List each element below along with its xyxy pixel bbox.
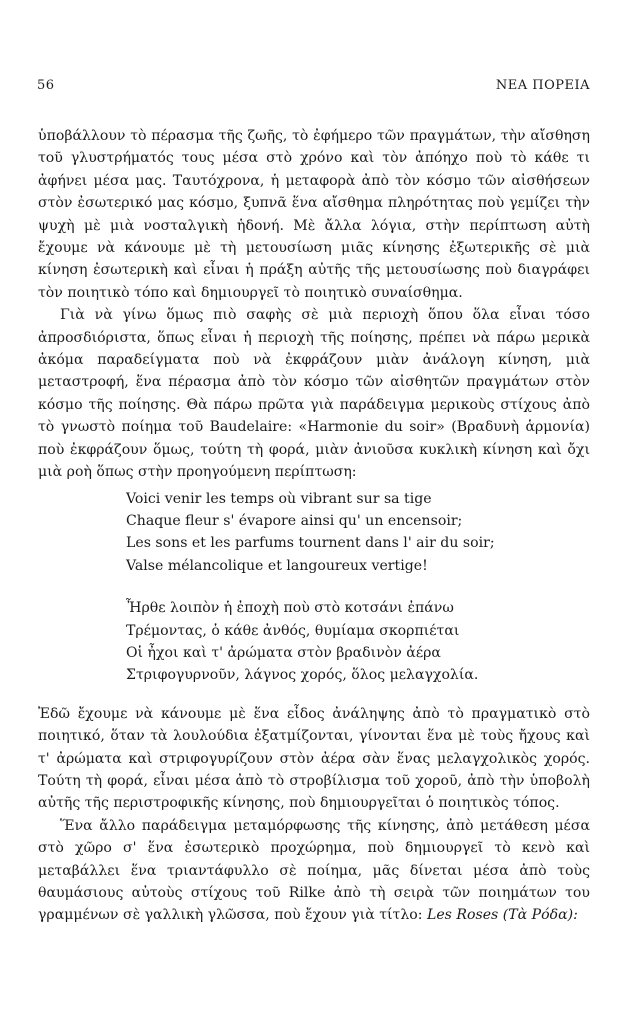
body-text <box>38 125 590 927</box>
verse-line: Στριφογυρνοῦν, λάγνος χορός, ὅλος μελαγχολία. <box>126 667 479 684</box>
page-number: 56 <box>37 78 55 93</box>
verse-greek <box>126 597 590 687</box>
verse-line: Ἦρθε λοιπὸν ἡ ἐποχὴ ποὺ στὸ κοτσάνι ἐπάνω <box>126 600 454 617</box>
verse-line: Valse mélancolique et langoureux vertige! <box>126 557 428 574</box>
paragraph-1: ὑποβάλλουν τὸ πέρασμα τῆς ζωῆς, τὸ ἐφήμερο τῶν πραγμάτων, τὴν αἴσθηση τοῦ γλυστρήματός τους μέσα στὸ χρόνο καὶ τὸν ἀπόηχο ποὺ τὸ κάθε τι ἀφήνει μέσα μας. Ταυτόχρονα, ἡ μεταφορὰ ἀπὸ τὸν κόσμο τῶν αἰσθήσεων στὸν ἐσωτερικό μας κόσμο, ξυπνᾶ ἕνα αἴσθημα πληρότητας ποὺ γεμίζει τὴν ψυχὴ μὲ μιὰ νοσταλγικὴ ἡδονή. Μὲ ἄλλα λόγια, στὴν περίπτωση αὐτὴ ἔχουμε νὰ κάνουμε μὲ τὴ μετουσίωση μιᾶς κίνησης ἐξωτερικῆς σὲ μιὰ κίνηση ἐσωτερικὴ καὶ εἶναι ἡ πράξη αὐτῆς τῆς μετουσίωσης ποὺ διαγράφει τὸν ποιητικὸ τόπο καὶ δημιουργεῖ τὸ ποιητικὸ συναίσθημα. <box>38 128 590 301</box>
paragraph-4-text: Ἕνα ἄλλο παράδειγμα μεταμόρφωσης τῆς κίνησης, ἀπὸ μετάθεση μέσα στὸ χῶρο σ' ἕνα ἐσωτερικὸ προχώρημα, ποὺ δημιουργεῖ τὸ κενὸ καὶ μεταβάλλει ἕνα τριαντάφυλλο σὲ ποίημα, μᾶς δίνεται μέσα ἀπὸ τοὺς θαυμάσιους αὐτοὺς στίχους τοῦ Rilke ἀπὸ τὴ σειρὰ τῶν ποιημάτων του γραμμένων σὲ γαλλικὴ γλῶσσα, ποὺ ἔχουν γιὰ τίτλο: <box>38 817 590 924</box>
stanza-gap <box>38 691 590 703</box>
journal-title: ΝΕΑ ΠΟΡΕΙΑ <box>495 78 590 93</box>
verse-line: Οἱ ἦχοι καὶ τ' ἀρώματα στὸν βραδινὸν ἀέρα <box>126 644 441 661</box>
paragraph-2: Γιὰ νὰ γίνω ὅμως πιὸ σαφὴς σὲ μιὰ περιοχὴ ὅπου ὅλα εἶναι τόσο ἀπροσδιόριστα, ὅπως εἶναι ἡ περιοχὴ τῆς ποίησης, πρέπει νὰ πάρω μερικὰ ἀκόμα παραδείγματα ποὺ νὰ ἐκφράζουν μιὰν ἀνάλογη κίνηση, μιὰ μεταστροφή, ἕνα πέρασμα ἀπὸ τὸν κόσμο τῶν αἰσθητῶν πραγμάτων στὸν κόσμο τῆς ποίησης. Θὰ πάρω πρῶτα γιὰ παράδειγμα μερικοὺς στίχους ἀπὸ τὸ γνωστὸ ποίημα τοῦ Baudelaire: «Harmonie du soir» (Βραδυνὴ ἁρμονία) ποὺ ἐκφράζουν ὅμως, τούτη τὴ φορά, μιὰν ἀνιοῦσα κυκλικὴ κίνηση καὶ ὄχι μιὰ ροὴ ὅπως στὴν προηγούμενη περίπτωση: <box>38 307 590 481</box>
page-header <box>37 78 590 93</box>
verse-line: Les sons et les parfums tournent dans l' air du soir; <box>126 535 495 552</box>
verse-line: Τρέμοντας, ὁ κάθε ἀνθός, θυμίαμα σκορπιέται <box>126 622 460 639</box>
verse-line: Voici venir les temps où vibrant sur sa tige <box>126 490 432 507</box>
poem-title: Les Roses (Τὰ Ρόδα): <box>426 907 578 924</box>
paragraph-4 <box>38 815 590 927</box>
stanza-gap <box>38 581 590 593</box>
verse-french <box>126 488 590 578</box>
verse-line: Chaque fleur s' évapore ainsi qu' un encensoir; <box>126 512 463 529</box>
paragraph-3: Ἐδῶ ἔχουμε νὰ κάνουμε μὲ ἕνα εἶδος ἀνάληψης ἀπὸ τὸ πραγματικὸ στὸ ποιητικό, ὅταν τὰ λουλούδια ἐξατμίζονται, γίνονται ἕνα μὲ τοὺς ἤχους καὶ τ' ἀρώματα καὶ στριφογυρίζουν στὸν ἀέρα σὰν ἕνας μελαγχολικὸς χορός. Τούτη τὴ φορά, εἶναι μέσα ἀπὸ τὸ στροβίλισμα τοῦ χοροῦ, ἀπὸ τὴν ὑποβολὴ αὐτῆς τῆς περιστροφικῆς κίνησης, ποὺ δημιουργεῖται ὁ ποιητικὸς τόπος. <box>38 705 590 812</box>
